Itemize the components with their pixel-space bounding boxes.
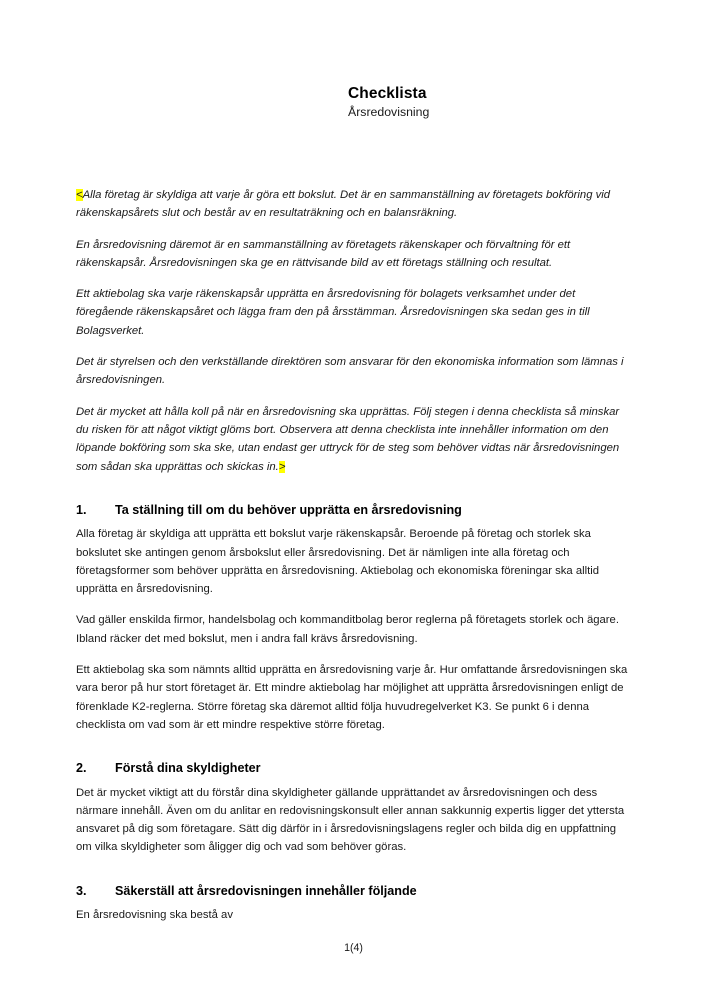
- section-1-title: Ta ställning till om du behöver upprätta en årsredovisning: [115, 502, 462, 517]
- intro-paragraph-4: Det är styrelsen och den verkställande direktören som ansvarar för den ekonomiska information som lämnas i årsredovisningen.: [76, 356, 624, 387]
- section-2-heading: [76, 760, 634, 776]
- intro-paragraph-1: [76, 186, 634, 223]
- page-subtitle: Årsredovisning: [348, 105, 430, 120]
- section-3: [76, 883, 634, 925]
- section-3-number: 3.: [76, 883, 87, 898]
- section-1-paragraph-3: Ett aktiebolag ska som nämnts alltid upprätta en årsredovisning varje år. Hur omfattande årsredovisningen ska vara beror på hur stort företaget är. Ett mindre aktiebolag har möjlighet att upprätta årsredovisningen enligt de förenklade K2-reglerna. Större företag ska däremot alltid följa huvudregelverket K3. Se punkt 6 i denna checklista om vad som är ett mindre respektive större företag.: [76, 664, 628, 731]
- section-1-paragraph-2: Vad gäller enskilda firmor, handelsbolag och kommanditbolag beror reglerna på företagets storlek och ägare. Ibland räcker det med bokslut, men i andra fall krävs årsredovisning.: [76, 614, 619, 645]
- section-3-paragraph-1: En årsredovisning ska bestå av: [76, 909, 233, 922]
- highlight-open-marker: <: [76, 189, 83, 201]
- intro-paragraph-5-text: Det är mycket att hålla koll på när en årsredovisning ska upprättas. Följ stegen i denna checklista så minskar du risken för att något viktigt glöms bort. Observera att denna checklista inte innehåller information om den löpande bokföring som ska ske, utan endast ger uttryck för de steg som behöver vidtas när årsredovisningen som sådan ska upprättas och skickas in.: [76, 405, 620, 473]
- intro-paragraph-1-text: Alla företag är skyldiga att varje år göra ett bokslut. Det är en sammanställning av företagets bokföring vid räkenskapsårets slut och består av en resultaträkning och en balansräkning.: [76, 189, 611, 220]
- section-1-paragraph-1: Alla företag är skyldiga att upprätta ett bokslut varje räkenskapsår. Beroende på företag och storlek ska bokslutet ske antingen genom årsbokslut eller årsredovisning. Det är nämligen inte alla företag och företagsformer som behöver upprätta en årsredovisning. Aktiebolag och ekonomiska föreningar ska alltid upprätta en årsredovisning.: [76, 528, 600, 596]
- page-footer: [0, 942, 707, 954]
- section-1: [76, 502, 634, 734]
- section-3-title: Säkerställ att årsredovisningen innehåller följande: [115, 883, 417, 898]
- section-2-title: Förstå dina skyldigheter: [115, 761, 261, 776]
- intro-block: [76, 186, 634, 476]
- section-2-number: 2.: [76, 761, 87, 776]
- section-3-heading: [76, 883, 634, 899]
- page-title: Checklista: [348, 85, 427, 102]
- section-2-paragraph-1: Det är mycket viktigt att du förstår dina skyldigheter gällande upprättandet av årsredovisningen och dess närmare innehåll. Även om du anlitar en redovisningskonsult eller annan sakkunnig expertis ligger det yttersta ansvaret på dig som företagare. Sätt dig därför in i årsredovisningslagens regler och bilda dig en uppfattning om vilka skyldigheter som åligger dig och vad som behöver göras.: [76, 786, 625, 854]
- page-number: 1(4): [344, 942, 363, 954]
- section-2: [76, 760, 634, 857]
- document-header: [348, 84, 648, 121]
- section-1-heading: [76, 502, 634, 518]
- section-1-number: 1.: [76, 502, 87, 517]
- highlight-close-marker: >: [278, 460, 286, 473]
- intro-paragraph-3: Ett aktiebolag ska varje räkenskapsår upprätta en årsredovisning för bolagets verksamhet under det föregående räkenskapsåret och lägga fram den på årsstämman. Årsredovisningen ska sedan ges in till Bolagsverket.: [76, 288, 590, 337]
- intro-paragraph-5: [76, 403, 634, 476]
- document-body: [76, 186, 634, 924]
- intro-paragraph-2: En årsredovisning däremot är en sammanställning av företagets räkenskaper och förvaltning för ett räkenskapsår. Årsredovisningen ska ge en rättvisande bild av ett företags ställning och resultat.: [76, 238, 571, 269]
